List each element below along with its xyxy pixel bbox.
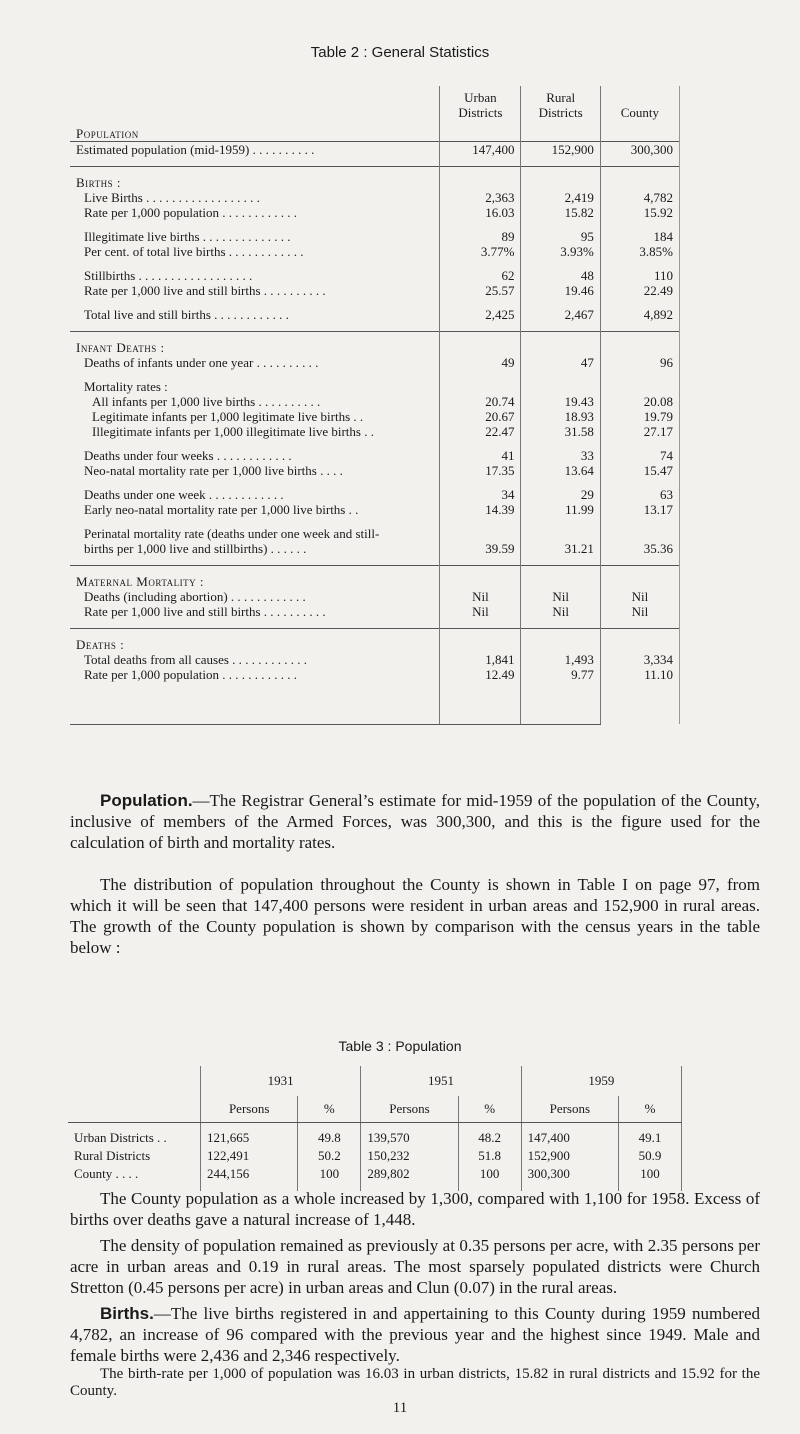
table-row: Rural Districts 122,491 50.2 150,232 51.8 152,900 50.9 bbox=[68, 1147, 682, 1165]
table-row: Neo-natal mortality rate per 1,000 live births . . . . 17.35 13.64 15.47 bbox=[70, 463, 680, 478]
section-heading: Births : bbox=[70, 167, 440, 191]
table-row: All infants per 1,000 live births . . . . . . . . . . 20.74 19.43 20.08 bbox=[70, 394, 680, 409]
col-county: County bbox=[620, 105, 660, 120]
paragraph: The distribution of population throughout the County is shown in Table I on page 97, from which it will be seen that 147,400 persons were resident in urban areas and 152,900 in rural areas. The growth of the County population is shown by comparison with the census years in the table below : bbox=[70, 875, 760, 957]
perinatal-label-line1: Perinatal mortality rate (deaths under one week and still- bbox=[84, 526, 380, 541]
table-row: Total live and still births . . . . . . . . . . . . 2,425 2,467 4,892 bbox=[70, 307, 680, 322]
section-heading: Infant Deaths : bbox=[70, 332, 440, 356]
paragraph: The County population as a whole increased by 1,300, compared with 1,100 for 1958. Excess of births over deaths gave a natural increase of 1,448. bbox=[70, 1189, 760, 1229]
section-heading: Population bbox=[76, 126, 139, 141]
table-row: Urban Districts . . 121,665 49.8 139,570 48.2 147,400 49.1 bbox=[68, 1122, 682, 1147]
table-row: Per cent. of total live births . . . . . . . . . . . . 3.77% 3.93% 3.85% bbox=[70, 244, 680, 259]
table-row: Deaths under one week . . . . . . . . . . . . 34 29 63 bbox=[70, 487, 680, 502]
table-row: Illegitimate infants per 1,000 illegitimate live births . . 22.47 31.58 27.17 bbox=[70, 424, 680, 439]
section-heading: Maternal Mortality : bbox=[70, 566, 440, 590]
population-table: 1931 1951 1959 Persons % Persons % Persons % Urban Districts . . 121,665 49.8 139,570 48.2 147,400 49.1 Rural Districts 122,491 50.2 150,232 51.8 152,900 50.9 County . . . . 244,156 100 289,802 100 300,300 100 bbox=[68, 1066, 682, 1191]
table-row: Live Births . . . . . . . . . . . . . . . . . . 2,363 2,419 4,782 bbox=[70, 190, 680, 205]
year-header: 1959 bbox=[521, 1066, 681, 1096]
paragraph-population: Population.—The Registrar General’s estimate for mid-1959 of the population of the County, inclusive of members of the Armed Forces, was 300,300, and this is the figure used for the calculation of birth and mortality rates. bbox=[70, 791, 760, 852]
table-row: Estimated population (mid-1959) . . . . . . . . . . 147,400 152,900 300,300 bbox=[70, 142, 680, 158]
table-row: births per 1,000 live and stillbirths) . . . . . . 39.59 31.21 35.36 bbox=[70, 541, 680, 556]
col-rural: Rural bbox=[546, 90, 576, 105]
table-2-title: Table 2 : General Statistics bbox=[310, 44, 490, 61]
year-header: 1951 bbox=[361, 1066, 521, 1096]
table-row: Rate per 1,000 live and still births . . . . . . . . . . Nil Nil Nil bbox=[70, 604, 680, 619]
subheading: Mortality rates : bbox=[84, 379, 168, 394]
table-row: Rate per 1,000 population . . . . . . . . . . . . 12.49 9.77 11.10 bbox=[70, 667, 680, 682]
table-row: Rate per 1,000 live and still births . . . . . . . . . . 25.57 19.46 22.49 bbox=[70, 283, 680, 298]
section-heading: Deaths : bbox=[70, 629, 440, 653]
header-row: Urban Districts Rural Districts County bbox=[70, 86, 680, 120]
page-number: 11 bbox=[392, 1400, 408, 1416]
table-row: Deaths (including abortion) . . . . . . . . . . . . Nil Nil Nil bbox=[70, 589, 680, 604]
table-row: Legitimate infants per 1,000 legitimate live births . . 20.67 18.93 19.79 bbox=[70, 409, 680, 424]
table-row: Early neo-natal mortality rate per 1,000 live births . . 14.39 11.99 13.17 bbox=[70, 502, 680, 517]
year-header: 1931 bbox=[201, 1066, 361, 1096]
table-row: Rate per 1,000 population . . . . . . . . . . . . 16.03 15.82 15.92 bbox=[70, 205, 680, 220]
table-row: County . . . . 244,156 100 289,802 100 300,300 100 bbox=[68, 1165, 682, 1191]
table-row: Illegitimate live births . . . . . . . . . . . . . . 89 95 184 bbox=[70, 229, 680, 244]
table-row: Deaths of infants under one year . . . . . . . . . . 49 47 96 bbox=[70, 355, 680, 370]
general-statistics-table bbox=[70, 86, 680, 725]
table-row: Stillbirths . . . . . . . . . . . . . . . . . . 62 48 110 bbox=[70, 268, 680, 283]
paragraph-births: Births.—The live births registered in and appertaining to this County during 1959 numbered 4,782, an increase of 96 compared with the previous year and the highest since 1949. Male and female births were 2,436 and 2,346 respectively. bbox=[70, 1304, 760, 1365]
table-row: Total deaths from all causes . . . . . . . . . . . . 1,841 1,493 3,334 bbox=[70, 652, 680, 667]
table-3-title: Table 3 : Population bbox=[338, 1038, 462, 1054]
paragraph: The birth-rate per 1,000 of population was 16.03 in urban districts, 15.82 in rural districts and 15.92 for the County. bbox=[70, 1366, 760, 1399]
table-row: Deaths under four weeks . . . . . . . . . . . . 41 33 74 bbox=[70, 448, 680, 463]
paragraph: The density of population remained as previously at 0.35 persons per acre, with 2.35 persons per acre in urban areas and 0.19 in rural areas. The most sparsely populated districts were Church Stretton (0.45 persons per acre) in urban areas and Clun (0.07) in the rural areas. bbox=[70, 1236, 760, 1297]
col-urban: Urban bbox=[464, 90, 497, 105]
